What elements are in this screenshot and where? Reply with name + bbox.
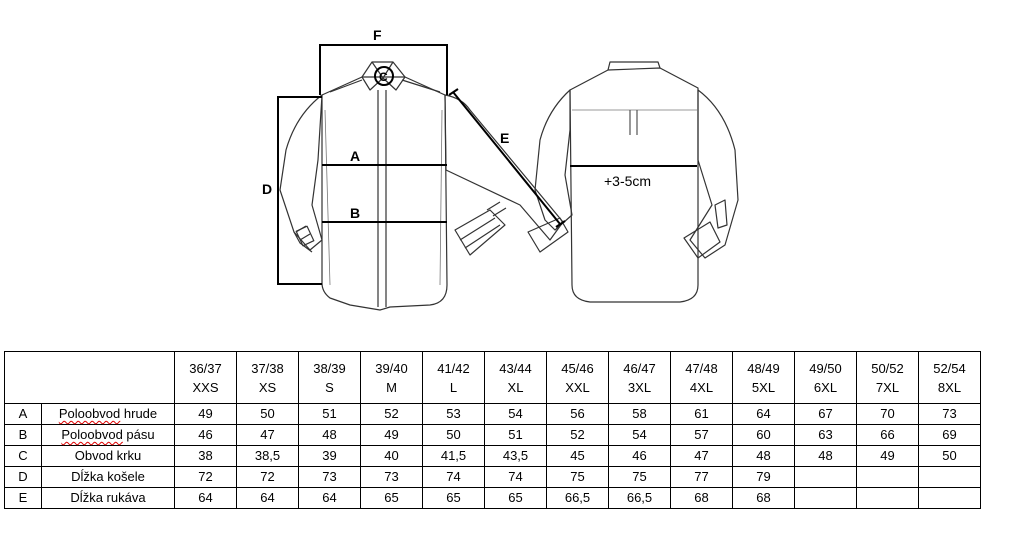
row-label-text: Obvod krku (74, 448, 142, 463)
value-cell: 73 (361, 467, 423, 488)
value-cell (919, 488, 981, 509)
value-cell: 79 (733, 467, 795, 488)
value-cell (919, 467, 981, 488)
size-number: 37/38 (251, 360, 284, 376)
row-letter: C (5, 446, 42, 467)
value-cell: 70 (857, 404, 919, 425)
value-cell: 66 (857, 425, 919, 446)
size-table (4, 351, 981, 509)
label-b: B (350, 205, 361, 221)
value-cell: 49 (175, 404, 237, 425)
value-cell: 69 (919, 425, 981, 446)
row-label (42, 488, 175, 509)
label-d: D (262, 181, 273, 197)
value-cell: 75 (609, 467, 671, 488)
row-label (42, 425, 175, 446)
front-right-sleeve (445, 95, 563, 240)
value-cell (857, 467, 919, 488)
size-number: 46/47 (623, 360, 656, 376)
size-code: S (325, 379, 334, 395)
size-code: 4XL (689, 379, 714, 395)
size-header-cell (299, 352, 361, 404)
value-cell: 46 (175, 425, 237, 446)
value-cell (857, 488, 919, 509)
size-code: XS (258, 379, 277, 395)
value-cell: 49 (361, 425, 423, 446)
size-number: 45/46 (561, 360, 594, 376)
value-cell: 68 (671, 488, 733, 509)
row-label-text: Dĺžka rukáva (70, 490, 146, 505)
size-number: 39/40 (375, 360, 408, 376)
value-cell: 46 (609, 446, 671, 467)
row-label-text: hrude (120, 406, 158, 421)
value-cell: 50 (237, 404, 299, 425)
header-blank-cell (5, 352, 42, 404)
value-cell: 54 (609, 425, 671, 446)
value-cell: 65 (361, 488, 423, 509)
value-cell: 73 (919, 404, 981, 425)
row-label (42, 446, 175, 467)
value-cell: 39 (299, 446, 361, 467)
size-code: 7XL (875, 379, 900, 395)
value-cell: 47 (671, 446, 733, 467)
size-code: XL (507, 379, 524, 395)
value-cell: 51 (485, 425, 547, 446)
value-cell: 73 (299, 467, 361, 488)
value-cell: 52 (547, 425, 609, 446)
value-cell: 41,5 (423, 446, 485, 467)
size-number: 47/48 (685, 360, 718, 376)
value-cell: 38,5 (237, 446, 299, 467)
value-cell: 53 (423, 404, 485, 425)
size-header-cell (919, 352, 981, 404)
value-cell (795, 488, 857, 509)
size-header-cell (485, 352, 547, 404)
size-code: XXS (192, 379, 219, 395)
value-cell: 64 (299, 488, 361, 509)
size-header-cell (423, 352, 485, 404)
size-number: 48/49 (747, 360, 780, 376)
front-left-sleeve (280, 95, 322, 250)
row-label-text: pásu (122, 427, 155, 442)
measure-e-line (453, 92, 560, 224)
value-cell: 50 (423, 425, 485, 446)
value-cell (795, 467, 857, 488)
value-cell: 63 (795, 425, 857, 446)
size-number: 43/44 (499, 360, 532, 376)
value-cell: 64 (733, 404, 795, 425)
row-label (42, 467, 175, 488)
table-row (5, 404, 981, 425)
size-header-cell (609, 352, 671, 404)
value-cell: 38 (175, 446, 237, 467)
value-cell: 72 (237, 467, 299, 488)
front-shirt-body (322, 77, 447, 310)
value-cell: 58 (609, 404, 671, 425)
size-header-cell (237, 352, 299, 404)
size-number: 52/54 (933, 360, 966, 376)
size-header-cell (175, 352, 237, 404)
value-cell: 77 (671, 467, 733, 488)
label-c: C (379, 70, 388, 84)
table-row (5, 467, 981, 488)
back-note: +3-5cm (604, 173, 652, 189)
value-cell: 51 (299, 404, 361, 425)
value-cell: 64 (237, 488, 299, 509)
size-number: 49/50 (809, 360, 842, 376)
row-letter: B (5, 425, 42, 446)
table-row (5, 425, 981, 446)
label-f: F (373, 27, 382, 43)
value-cell: 50 (919, 446, 981, 467)
value-cell: 56 (547, 404, 609, 425)
size-header-row (5, 352, 981, 404)
row-label-word: Poloobvod (58, 406, 121, 421)
row-label-text: Dĺžka košele (71, 469, 145, 484)
value-cell: 57 (671, 425, 733, 446)
row-letter: D (5, 467, 42, 488)
size-number: 36/37 (189, 360, 222, 376)
measure-d-line (278, 97, 322, 284)
value-cell: 75 (547, 467, 609, 488)
value-cell: 40 (361, 446, 423, 467)
size-header-cell (857, 352, 919, 404)
size-header-cell (547, 352, 609, 404)
size-number: 50/52 (871, 360, 904, 376)
value-cell: 66,5 (609, 488, 671, 509)
size-header-cell (361, 352, 423, 404)
row-letter: A (5, 404, 42, 425)
value-cell: 48 (795, 446, 857, 467)
size-code: 3XL (627, 379, 652, 395)
value-cell: 74 (485, 467, 547, 488)
row-label-word: Poloobvod (61, 427, 123, 442)
label-e: E (500, 130, 510, 146)
size-header-cell (795, 352, 857, 404)
value-cell: 45 (547, 446, 609, 467)
value-cell: 65 (423, 488, 485, 509)
value-cell: 74 (423, 467, 485, 488)
size-number: 38/39 (313, 360, 346, 376)
size-code: 8XL (937, 379, 962, 395)
size-header-cell (671, 352, 733, 404)
header-blank-cell (42, 352, 175, 404)
table-row (5, 488, 981, 509)
value-cell: 67 (795, 404, 857, 425)
value-cell: 54 (485, 404, 547, 425)
value-cell: 43,5 (485, 446, 547, 467)
value-cell: 60 (733, 425, 795, 446)
table-row (5, 446, 981, 467)
size-code: 6XL (813, 379, 838, 395)
value-cell: 48 (733, 446, 795, 467)
value-cell: 68 (733, 488, 795, 509)
size-number: 41/42 (437, 360, 470, 376)
size-code: M (386, 379, 397, 395)
label-a: A (350, 148, 361, 164)
value-cell: 66,5 (547, 488, 609, 509)
value-cell: 49 (857, 446, 919, 467)
row-letter: E (5, 488, 42, 509)
size-code: 5XL (751, 379, 776, 395)
size-header-cell (733, 352, 795, 404)
value-cell: 47 (237, 425, 299, 446)
size-code: L (449, 379, 458, 395)
row-label (42, 404, 175, 425)
value-cell: 52 (361, 404, 423, 425)
value-cell: 65 (485, 488, 547, 509)
value-cell: 48 (299, 425, 361, 446)
value-cell: 61 (671, 404, 733, 425)
value-cell: 64 (175, 488, 237, 509)
value-cell: 72 (175, 467, 237, 488)
size-code: XXL (565, 379, 590, 395)
